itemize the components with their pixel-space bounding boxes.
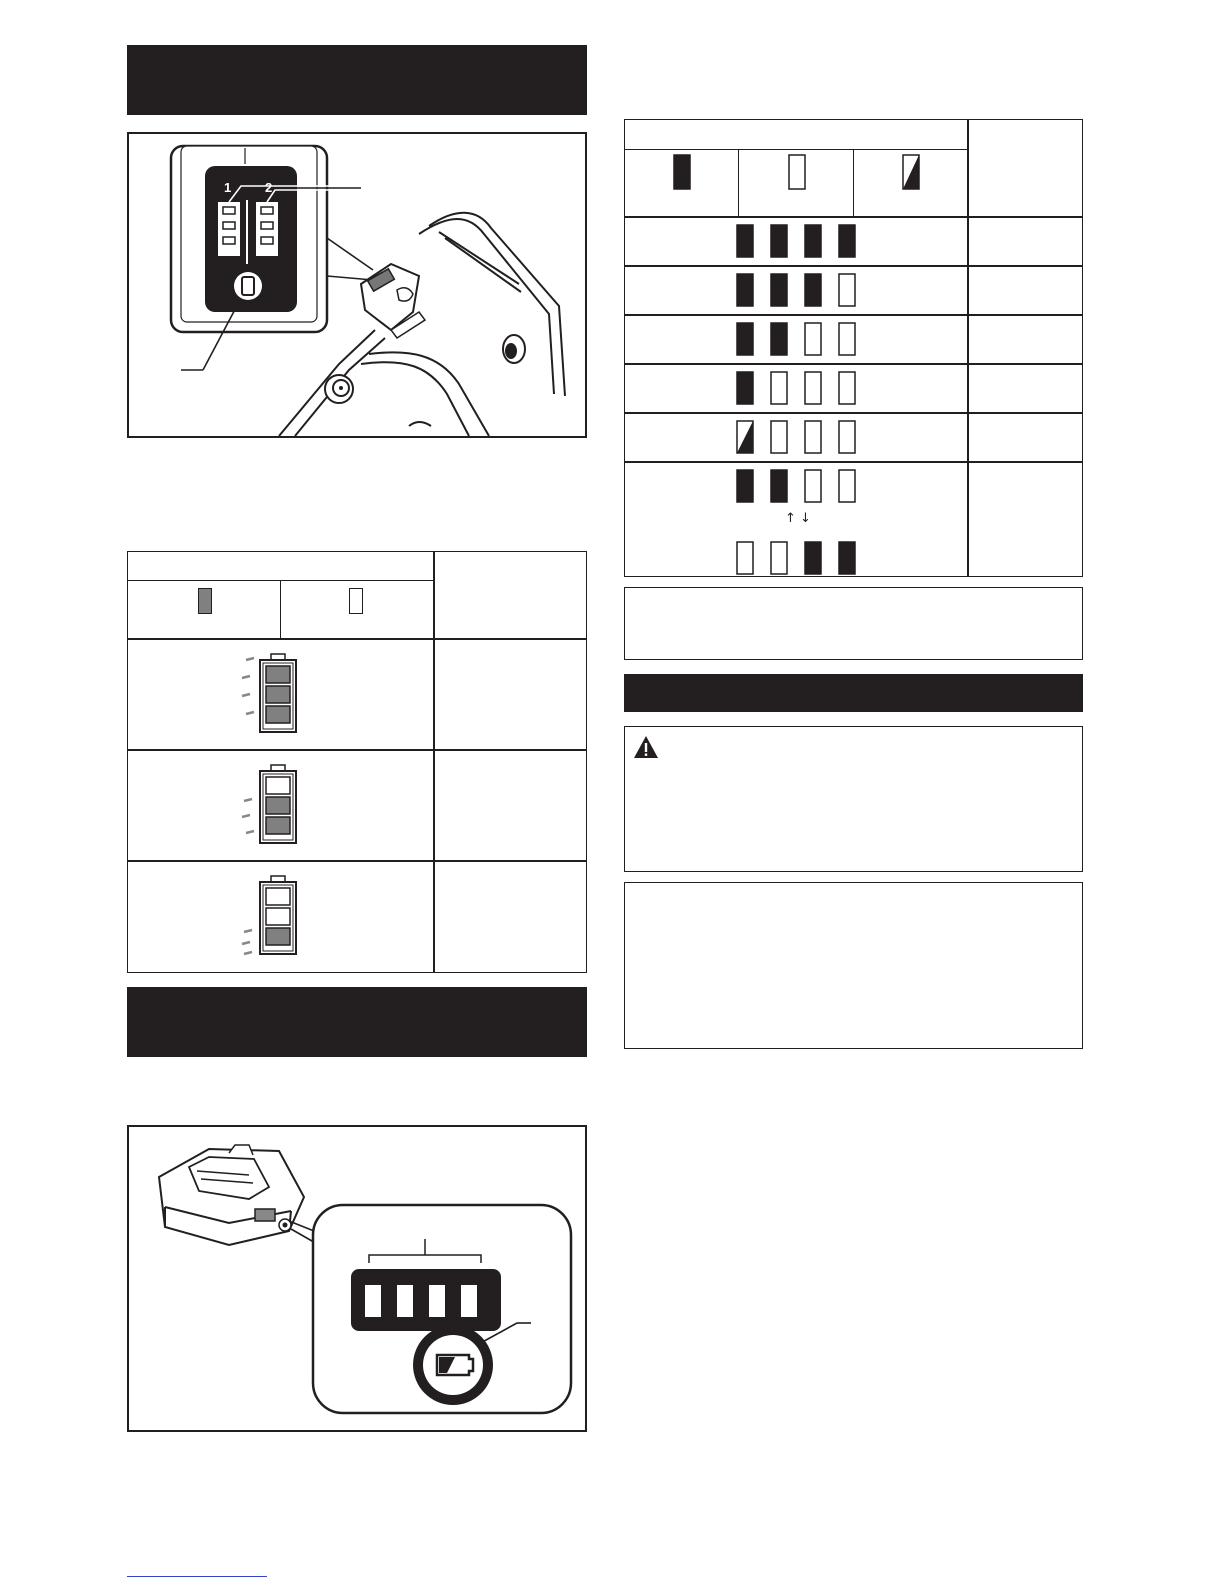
lamp-on (737, 274, 753, 306)
glow-tick (242, 815, 250, 817)
glow-tick (242, 942, 250, 944)
symbol-lighted (673, 154, 691, 190)
battery-level-1 (248, 872, 318, 962)
lamp-on (737, 323, 753, 355)
lamp-row (735, 372, 875, 420)
indicator-label-1: 1 (224, 180, 232, 195)
lamp-off (839, 470, 855, 502)
lamp-off (397, 1285, 413, 1317)
lamp-row (735, 274, 875, 322)
lamp-on (771, 274, 787, 306)
lamp-on (737, 470, 753, 502)
battery-segment (266, 706, 290, 723)
battery-segment (266, 797, 290, 814)
glow-tick (244, 930, 252, 932)
lamp-on (771, 323, 787, 355)
lamp-off (771, 372, 787, 404)
lamp-on (805, 225, 821, 257)
lamp-off (429, 1285, 445, 1317)
lamp-row (735, 421, 875, 469)
battery-segment (266, 817, 290, 834)
battery-segment (266, 686, 290, 703)
footer-link-underline (127, 1576, 267, 1577)
charge-table-3-lamp (127, 551, 587, 973)
lamp-off (365, 1285, 381, 1317)
lamp-off (771, 421, 787, 453)
section-header-bar (127, 45, 587, 115)
lamp-off (771, 542, 787, 574)
lamp-off (737, 542, 753, 574)
lamp-on (839, 225, 855, 257)
lamp-row (735, 470, 875, 584)
lamp-off (805, 372, 821, 404)
glow-tick (242, 676, 250, 678)
section-header-bar (624, 674, 1083, 712)
glow-tick (242, 694, 250, 696)
symbol-lighted-grey (198, 588, 212, 614)
lamp-off (839, 372, 855, 404)
battery-segment (266, 777, 290, 794)
lamp-off (839, 274, 855, 306)
indicator-label-2: 2 (265, 180, 273, 195)
lamp-off (805, 323, 821, 355)
glow-tick (246, 658, 254, 660)
lamp-off (461, 1285, 477, 1317)
battery-cartridge-illustration (129, 1127, 585, 1430)
glow-tick (246, 831, 254, 833)
lamp-row (735, 323, 875, 371)
battery-segment (266, 928, 290, 945)
section-header-bar (127, 987, 587, 1057)
charge-table-4-lamp (624, 119, 1083, 577)
figure-indicator-panel (127, 132, 587, 438)
lamp-on (771, 470, 787, 502)
battery-terminal (493, 1293, 499, 1309)
battery-segment (266, 908, 290, 925)
lamp-on (805, 542, 821, 574)
glow-tick (246, 712, 254, 714)
warning-box (624, 726, 1083, 872)
battery-level-3 (248, 650, 318, 740)
warning-triangle-icon (633, 735, 659, 759)
lamp-on (805, 274, 821, 306)
lamp-off (805, 470, 821, 502)
lamp-row (735, 225, 875, 273)
glow-tick (244, 799, 252, 801)
lamp-on (771, 225, 787, 257)
lamp-off (839, 323, 855, 355)
notice-box (624, 882, 1083, 1049)
figure-battery-cartridge (127, 1125, 587, 1432)
lamp-on (737, 225, 753, 257)
battery-level-2 (248, 761, 318, 851)
lamp-on (839, 542, 855, 574)
note-box (624, 587, 1083, 660)
mower-handle-illustration (129, 134, 585, 436)
symbol-blinking (902, 154, 920, 190)
symbol-off (788, 154, 806, 190)
glow-tick (244, 952, 252, 954)
battery-segment (266, 666, 290, 683)
alternate-arrows: ↑ ↓ (785, 511, 811, 526)
lamp-on (737, 372, 753, 404)
symbol-off (349, 588, 363, 614)
battery-segment (266, 888, 290, 905)
lamp-off (805, 421, 821, 453)
lamp-off (839, 421, 855, 453)
